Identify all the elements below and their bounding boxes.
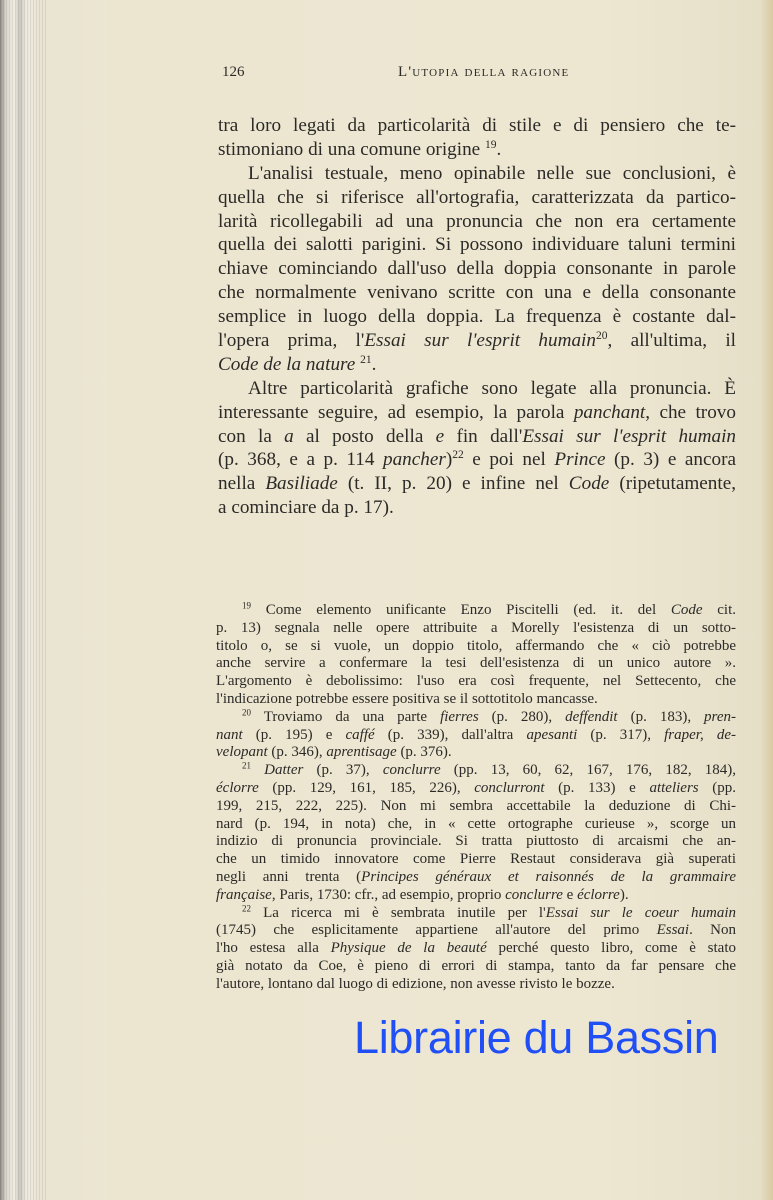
italic-text: fierres [440,708,479,725]
italic-text: Prince [554,449,606,471]
text-run: ) [445,449,453,471]
text-run: Come elemento unificante Enzo Piscitelli (ed. it. del [251,602,671,618]
text-run: quella che si riferisce all'ortografia, caratterizzata da partico- [218,186,736,208]
text-run: , all'ultima, il [607,330,736,352]
text-run: (p. 368, e a p. 114 [218,449,383,471]
footnote-ref: 21 [242,760,251,771]
text-line [218,377,736,401]
footnotes [216,602,736,994]
text-run: (p. 37), [303,762,383,779]
text-run: fin dall' [444,425,523,447]
text-run: (p. 133) e [544,779,650,796]
text-run: . Non [689,922,736,939]
text-run: quella dei salotti parigini. Si possono individuare taluni termini [218,234,736,256]
text-run: p. 13) segnala nelle opere attribuite a Morelly l'esistenza di un sotto- [216,619,736,636]
text-run: l'indicazione potrebbe essere positiva se il sottotitolo mancasse. [216,690,598,707]
text-run: con la [218,425,285,447]
italic-text: atteliers [649,779,699,796]
text-run: (pp. [698,779,736,796]
footnote-ref: 19 [242,600,251,611]
italic-text: Code [670,602,703,618]
italic-text: apesanti [526,726,578,743]
text-line [218,162,736,186]
text-line [218,138,736,162]
footnote-line [216,762,736,780]
text-line [218,353,736,377]
footnote-ref: 19 [484,138,497,151]
text-run: nella [218,473,266,495]
text-line [218,425,736,449]
italic-text: pren- [704,708,736,725]
text-run: ). [619,886,629,903]
text-run: L'analisi testuale, meno opinabile nelle sue conclusioni, è [248,162,736,184]
italic-text: panchant [573,401,646,423]
italic-text: française [216,886,272,903]
text-line [218,401,736,425]
text-run: (p. 183), [617,708,705,725]
text-run: L'argomento è debolissimo: l'uso era così frequente, nel Settecento, che [216,673,736,690]
text-run [251,762,264,778]
text-run: semplice in luogo della doppia. La frequenza è costante dal- [218,306,736,328]
text-line [218,281,736,305]
text-run: stimoniano di una comune origine [218,138,485,160]
footnote-ref: 20 [595,330,608,343]
text-run: (1745) che esplicitamente appartiene all'autore del primo [216,922,657,939]
footnote-line [216,709,736,727]
footnote-line [216,602,736,620]
footnote-line [216,851,736,869]
text-line [218,210,736,234]
footnote-line [216,816,736,834]
text-run: (pp. 13, 60, 62, 167, 176, 182, 184), [440,762,736,779]
italic-text: nant [216,726,243,743]
footnote-line [216,655,736,673]
footnote-line [216,887,736,905]
text-line [218,233,736,257]
page-header [222,64,736,86]
italic-text: fraper, de- [664,726,736,743]
text-line [218,257,736,281]
footnote-line [216,780,736,798]
italic-text: Essai sur l'esprit humain [522,425,737,447]
footnote-line [216,922,736,940]
italic-text: Code [568,473,610,495]
italic-text: caffé [345,726,375,743]
text-run: l'autore, lontano dal luogo di edizione, non avesse rivisto le bozze. [216,975,615,992]
italic-text: e [435,425,445,447]
text-run: tra loro legati da particolarità di stile e di pensiero che te- [218,115,736,136]
text-run: , Paris, 1730: cfr., ad esempio, proprio [271,886,506,903]
footnote-line [216,691,736,709]
italic-text: velopant [216,744,268,761]
text-line [218,472,736,496]
text-run: , che trovo [645,401,736,423]
italic-text: conclurre [505,886,563,903]
text-run: che normalmente venivano scritte con una e della consonante [218,282,736,304]
footnote-line [216,869,736,887]
footnote-line [216,727,736,745]
italic-text: éclorre [216,779,259,796]
running-title: L'utopia della ragione [398,64,570,80]
text-run: La ricerca mi è sembrata inutile per l' [251,904,546,921]
text-run: (p. 280), [478,708,566,725]
footnote-ref: 22 [452,449,464,462]
text-line [218,448,736,472]
text-run: Troviamo da una parte [251,708,441,725]
text-run: cit. [702,602,736,618]
text-run: (p. 346), [267,744,327,761]
text-run: che un timido innovatore come Pierre Restaut considerava già superati [216,851,736,868]
text-run: nard (p. 194, in nota) che, in « cette ortographe curieuse », scorge un [216,815,736,832]
italic-text: deffendit [565,708,618,725]
footnote-ref: 20 [242,707,251,718]
footnote-line [216,798,736,816]
body-text [218,114,736,520]
italic-text: Principes généraux et raisonnés de la grammaire [361,868,736,885]
footnote-ref: 21 [360,354,372,366]
italic-text: Essai [656,922,690,939]
text-run: . [496,138,502,160]
text-line [218,329,736,353]
italic-text: Code de la nature [218,353,356,375]
italic-text: pancher [382,449,446,471]
footnote-line [216,620,736,638]
text-run: (p. 3) e ancora [605,449,736,471]
text-run: a cominciare da p. 17). [218,497,394,519]
italic-text: Essai sur l'esprit humain [364,330,596,352]
text-run: (t. II, p. 20) e infine nel [337,473,569,495]
text-run: larità ricollegabili ad una pronuncia che non era certamente [218,210,736,232]
footnote-line [216,833,736,851]
text-run: interessante seguire, ad esempio, la parola [218,401,574,423]
text-run: 199, 215, 222, 225). Non mi sembra accettabile la deduzione di Chi- [216,797,736,814]
footnote-line [216,638,736,656]
page-number: 126 [222,64,245,80]
footnote-line [216,958,736,976]
text-run: . [371,353,377,375]
watermark: Librairie du Bassin [354,1012,719,1063]
text-run: (pp. 129, 161, 185, 226), [258,779,475,796]
italic-text: conclurre [382,762,441,779]
text-run: indizio di pronuncia provinciale. Si tratta piuttosto di arcaismi che an- [216,833,736,850]
italic-text: aprentisage [326,744,397,761]
page-stack-edge [0,0,48,1200]
text-run: l'ho estesa alla [216,940,331,957]
text-run: al posto della [293,425,436,447]
text-run: Altre particolarità grafiche sono legate alla pronuncia. È [248,377,736,399]
footnote-ref: 22 [242,903,251,914]
italic-text: éclorre [577,886,620,903]
text-run: (p. 376). [396,744,452,761]
footnote-line [216,744,736,762]
text-line [218,305,736,329]
text-run: chiave cominciando dall'uso della doppia consonante in parole [218,258,736,280]
text-line [218,114,736,138]
footnote-line [216,673,736,691]
italic-text: Basiliade [265,473,338,495]
text-run: già notato da Coe, è pieno di errori di stampa, tanto da far pensare che [216,957,736,974]
text-run: (ripetutamente, [609,473,737,495]
text-run: perché questo libro, come è stato [486,940,737,957]
text-run: l'opera prima, l' [218,330,365,352]
text-run: e poi nel [463,449,555,471]
italic-text: Essai sur le coeur humain [545,904,736,921]
text-line [218,496,736,520]
italic-text: Physique de la beauté [330,940,487,957]
text-run: (p. 195) e [242,726,346,743]
text-run: e [562,886,578,903]
text-run: titolo o, se si vuole, un doppio titolo, affermando che « ciò potrebbe [216,637,736,654]
footnote-line [216,940,736,958]
text-line [218,186,736,210]
text-run: anche servire a confermare la tesi dell'esistenza di un unico autore ». [216,655,736,672]
italic-text: Datter [264,762,304,779]
footnote-line [216,976,736,994]
footnote-line [216,905,736,923]
text-run: (p. 317), [577,726,665,743]
italic-text: a [284,425,294,447]
text-run: (p. 339), dall'altra [374,726,527,743]
text-run: negli anni trenta ( [216,868,362,885]
italic-text: conclurront [474,779,545,796]
